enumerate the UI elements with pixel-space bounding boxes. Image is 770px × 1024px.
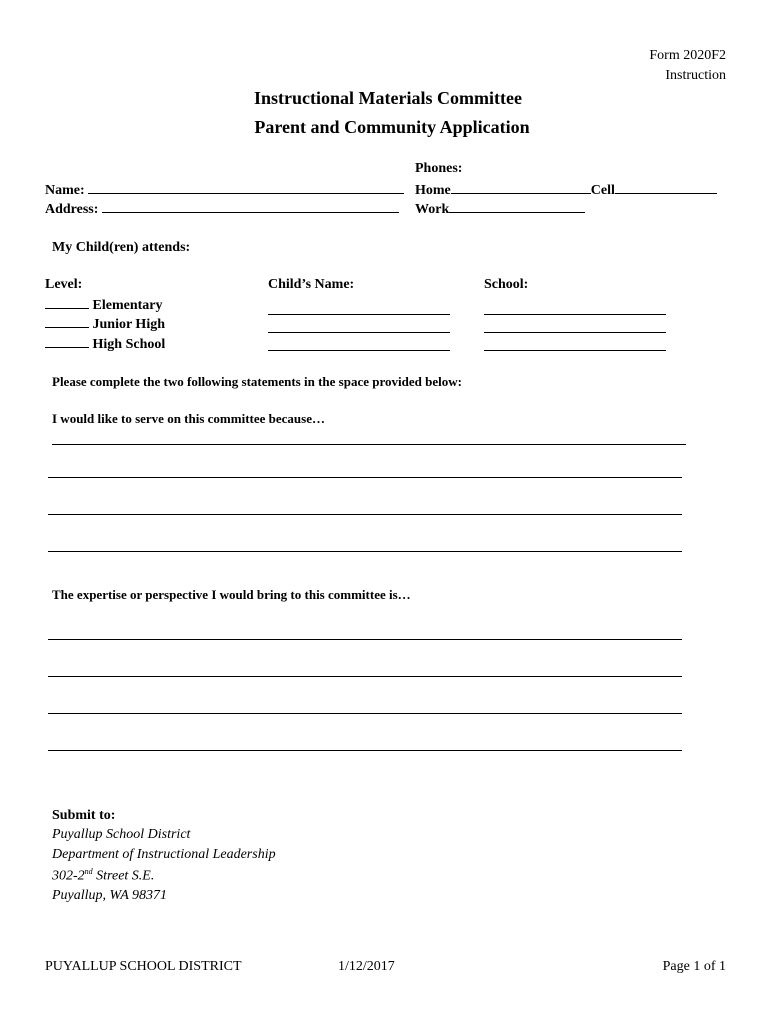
- child-name-line-2[interactable]: [268, 332, 450, 333]
- child-name-line-3[interactable]: [268, 350, 450, 351]
- level-elementary[interactable]: [45, 296, 162, 314]
- school-line-1[interactable]: [484, 314, 666, 315]
- submit-department: Department of Instructional Leadership: [52, 847, 276, 862]
- submit-org: Puyallup School District: [52, 827, 191, 842]
- phones-label: Phones:: [415, 161, 463, 176]
- address-blank[interactable]: [102, 200, 399, 213]
- cell-phone-label: Cell: [590, 183, 615, 198]
- page-subtitle: Parent and Community Application: [254, 117, 530, 137]
- phone-fields[interactable]: [415, 181, 717, 199]
- statement-1-line-1[interactable]: [52, 444, 686, 445]
- level-junior-high-label: Junior High: [92, 317, 165, 332]
- form-type: Instruction: [665, 68, 726, 83]
- cell-phone-blank[interactable]: [615, 181, 717, 194]
- statement-prompt-2: The expertise or perspective I would bring to this committee is…: [52, 587, 411, 602]
- statement-1-line-3[interactable]: [48, 514, 682, 515]
- footer-district: PUYALLUP SCHOOL DISTRICT: [45, 959, 242, 974]
- name-blank[interactable]: [88, 181, 404, 194]
- statement-2-line-3[interactable]: [48, 713, 682, 714]
- level-junior-high-blank[interactable]: [45, 315, 89, 328]
- work-phone-label: Work: [415, 202, 450, 217]
- statement-1-line-4[interactable]: [48, 551, 682, 552]
- school-line-2[interactable]: [484, 332, 666, 333]
- home-phone-label: Home: [415, 183, 451, 198]
- work-phone-blank[interactable]: [449, 200, 585, 213]
- school-header: School:: [484, 277, 529, 292]
- name-label: Name:: [45, 183, 85, 198]
- address-field[interactable]: [45, 200, 399, 218]
- footer-date: 1/12/2017: [338, 959, 395, 974]
- school-line-3[interactable]: [484, 350, 666, 351]
- statement-1-line-2[interactable]: [48, 477, 682, 478]
- level-high-school[interactable]: [45, 335, 165, 353]
- submit-label: Submit to:: [52, 808, 116, 823]
- level-high-school-label: High School: [92, 337, 166, 352]
- statement-2-line-2[interactable]: [48, 676, 682, 677]
- child-attends-label: My Child(ren) attends:: [52, 240, 191, 255]
- form-number: Form 2020F2: [649, 48, 726, 63]
- statement-2-line-4[interactable]: [48, 750, 682, 751]
- statement-2-line-1[interactable]: [48, 639, 682, 640]
- submit-street: [52, 867, 154, 885]
- level-elementary-blank[interactable]: [45, 296, 89, 309]
- address-label: Address:: [45, 202, 99, 217]
- level-elementary-label: Elementary: [92, 298, 163, 313]
- submit-city: Puyallup, WA 98371: [52, 888, 168, 903]
- work-phone-field[interactable]: [415, 200, 585, 218]
- statements-instructions: Please complete the two following statements in the space provided below:: [52, 374, 462, 389]
- level-junior-high[interactable]: [45, 315, 165, 333]
- statement-prompt-1: I would like to serve on this committee because…: [52, 411, 325, 426]
- level-high-school-blank[interactable]: [45, 335, 89, 348]
- footer-page: Page 1 of 1: [662, 959, 726, 974]
- child-name-header: Child’s Name:: [268, 277, 355, 292]
- page-title: Instructional Materials Committee: [254, 88, 522, 108]
- level-header: Level:: [45, 277, 83, 292]
- name-field[interactable]: [45, 181, 404, 199]
- child-name-line-1[interactable]: [268, 314, 450, 315]
- street-name: Street S.E.: [92, 868, 155, 884]
- street-number: 302-2: [52, 868, 85, 884]
- home-phone-blank[interactable]: [451, 181, 591, 194]
- street-suffix: nd: [84, 867, 93, 876]
